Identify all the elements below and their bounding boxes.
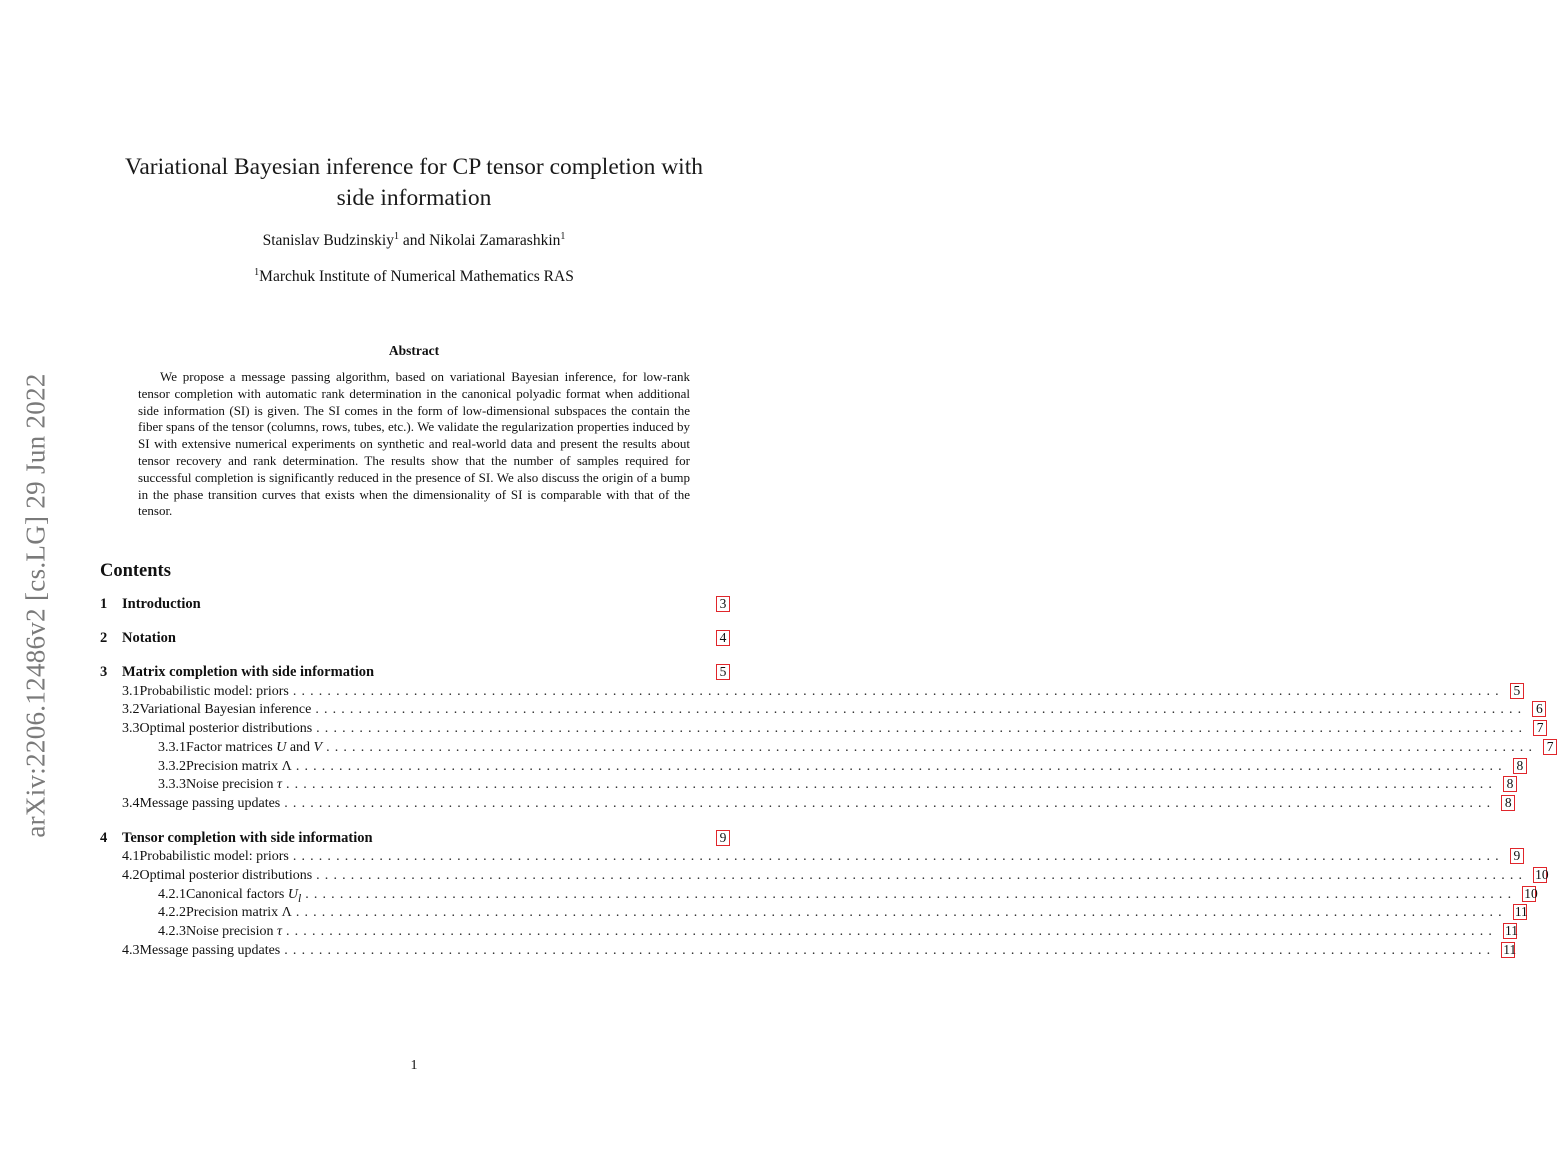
toc-entry[interactable] — [100, 776, 1514, 795]
toc-leader-dots: ............................................................................................................................................ — [292, 849, 1504, 865]
toc-page-link[interactable]: 6 — [1532, 701, 1546, 717]
toc-leader-dots: ............................................................................................................................................ — [286, 777, 1497, 793]
toc-entry[interactable] — [100, 596, 730, 615]
affiliation-mark: 1 — [254, 267, 260, 278]
toc-leader-dots: ............................................................................................................................................ — [284, 796, 1496, 812]
toc-section-title: Matrix completion with side information — [122, 664, 375, 680]
toc-entry[interactable] — [100, 630, 730, 649]
toc-subsubsection-title: Canonical factors $U_l$ — [186, 886, 302, 905]
toc-page-link[interactable]: 9 — [716, 830, 730, 846]
toc-subsubsection-title: Noise precision τ — [186, 777, 282, 793]
affiliation-name: Marchuk Institute of Numerical Mathematics RAS — [259, 268, 574, 285]
toc-section-title: Tensor completion with side information — [122, 829, 373, 846]
toc-subsection-number: 4.3 — [122, 943, 140, 959]
toc-page-link[interactable]: 11 — [1505, 923, 1518, 939]
toc-subsubsection-number: 4.2.1 — [158, 886, 186, 902]
toc-entry[interactable] — [100, 866, 1549, 886]
table-of-contents — [100, 596, 1554, 961]
toc-page-link[interactable]: 4 — [716, 630, 730, 646]
affiliation-mark: 1 — [560, 231, 566, 242]
toc-subsection-title: Probabilistic model: priors — [139, 683, 289, 699]
toc-page-link[interactable]: 5 — [1510, 683, 1524, 699]
toc-section-number: 2 — [100, 630, 108, 646]
arxiv-sidebar-stamp — [10, 360, 62, 850]
toc-leader-dots: ............................................................................................................................................ — [316, 721, 1528, 737]
toc-entry[interactable] — [100, 795, 1512, 814]
toc-page-link[interactable]: 10 — [1535, 866, 1549, 882]
toc-subsubsection-title: Factor matrices U and V — [186, 739, 323, 755]
paper-title — [100, 152, 728, 214]
toc-section-title: Notation — [122, 630, 176, 646]
toc-entry[interactable] — [100, 904, 1528, 923]
toc-entry[interactable] — [100, 664, 730, 683]
toc-section-number: 1 — [100, 596, 108, 612]
toc-page-link[interactable]: 7 — [1533, 720, 1547, 736]
toc-subsubsection-number: 4.2.3 — [158, 924, 186, 940]
toc-subsection-number: 3.2 — [122, 702, 140, 718]
toc-page-link[interactable]: 5 — [716, 664, 730, 680]
title-line-1: Variational Bayesian inference for CP tensor completion with — [125, 154, 703, 180]
arxiv-identifier: arXiv:2206.12486v2 [cs.LG] 29 Jun 2022 — [20, 372, 51, 838]
toc-subsubsection-number: 3.3.3 — [158, 777, 186, 793]
toc-page-link[interactable]: 11 — [1514, 904, 1528, 920]
toc-section-title: Introduction — [122, 596, 201, 612]
toc-subsection-number: 3.4 — [122, 796, 140, 812]
author-conjunction: and — [402, 232, 426, 249]
author-name: Nikolai Zamarashkin — [429, 232, 561, 249]
toc-subsection-number: 3.1 — [122, 683, 140, 699]
affiliation-mark: 1 — [393, 231, 399, 242]
toc-page-link[interactable]: 11 — [1503, 942, 1517, 958]
toc-subsection-title: Variational Bayesian inference — [139, 702, 312, 718]
contents-heading: Contents — [100, 561, 171, 581]
toc-subsection-number: 4.2 — [122, 867, 140, 883]
toc-entry[interactable] — [100, 830, 730, 849]
toc-leader-dots: ............................................................................................................................................ — [315, 702, 1527, 718]
toc-subsection-title: Probabilistic model: priors — [139, 849, 289, 865]
toc-entry[interactable] — [100, 701, 1543, 720]
toc-subsubsection-title: Noise precision τ — [186, 924, 282, 940]
toc-subsection-title: Message passing updates — [139, 796, 281, 812]
toc-subsection-number: 3.3 — [122, 721, 140, 737]
toc-page-link[interactable]: 8 — [1503, 776, 1517, 792]
toc-page-link[interactable]: 8 — [1513, 758, 1527, 774]
toc-entry[interactable] — [100, 720, 1544, 739]
toc-page-link[interactable]: 9 — [1510, 848, 1524, 864]
toc-section-number: 3 — [100, 664, 108, 680]
toc-entry[interactable] — [100, 738, 1554, 758]
page-number: 1 — [410, 1058, 418, 1073]
title-line-2: side information — [336, 185, 492, 211]
toc-subsection-number: 4.1 — [122, 849, 140, 865]
toc-subsubsection-number: 3.3.2 — [158, 758, 186, 774]
toc-subsubsection-number: 3.3.1 — [158, 739, 186, 755]
toc-entry[interactable] — [100, 757, 1524, 777]
toc-subsection-title: Message passing updates — [139, 943, 281, 959]
toc-entry[interactable] — [100, 848, 1521, 867]
toc-page-link[interactable]: 7 — [1543, 739, 1557, 755]
toc-leader-dots: ............................................................................................................................................ — [295, 758, 1507, 774]
toc-entry[interactable] — [100, 923, 1518, 942]
toc-subsubsection-number: 4.2.2 — [158, 905, 186, 921]
author-list — [100, 232, 728, 250]
affiliation — [100, 268, 728, 286]
toc-subsection-title: Optimal posterior distributions — [139, 867, 313, 883]
author-name: Stanislav Budzinskiy — [262, 232, 394, 249]
toc-leader-dots: ............................................................................................................................................ — [286, 924, 1497, 940]
toc-leader-dots: ............................................................................................................................................ — [326, 739, 1538, 755]
toc-section-number: 4 — [100, 829, 108, 846]
toc-leader-dots: ............................................................................................................................................ — [316, 867, 1528, 883]
toc-page-link[interactable]: 8 — [1501, 795, 1515, 811]
toc-entry[interactable] — [100, 885, 1538, 905]
toc-entry[interactable] — [100, 682, 1521, 702]
toc-subsection-title: Optimal posterior distributions — [139, 721, 313, 737]
toc-page-link[interactable]: 10 — [1524, 885, 1538, 901]
abstract-heading: Abstract — [388, 343, 440, 358]
toc-page-link[interactable]: 3 — [716, 596, 730, 612]
toc-subsubsection-title: Precision matrix Λ — [186, 758, 292, 774]
toc-leader-dots: ............................................................................................................................................ — [305, 886, 1517, 902]
toc-leader-dots: ............................................................................................................................................ — [292, 683, 1504, 699]
toc-leader-dots: ............................................................................................................................................ — [295, 905, 1507, 921]
toc-leader-dots: ............................................................................................................................................ — [284, 943, 1496, 959]
toc-entry[interactable] — [100, 942, 1517, 961]
abstract-text: We propose a message passing algorithm, based on variational Bayesian inference, for low-rank tensor completion with automatic rank determination in the canonical polyadic format when additional side information (SI) is given. The SI comes in the form of low-dimensional subspaces the contain the fiber spans of the tensor (columns, rows, tubes, etc.). We validate the regularization properties induced by SI with extensive numerical experiments on synthetic and real-world data and present the results about tensor recovery and rank determination. The results show that the number of samples required for successful completion is significantly reduced in the presence of SI. We also discuss the origin of a bump in the phase transition curves that exists when the dimensionality of SI is comparable with that of the tensor. — [138, 369, 690, 519]
toc-subsubsection-title: Precision matrix Λ — [186, 905, 292, 921]
